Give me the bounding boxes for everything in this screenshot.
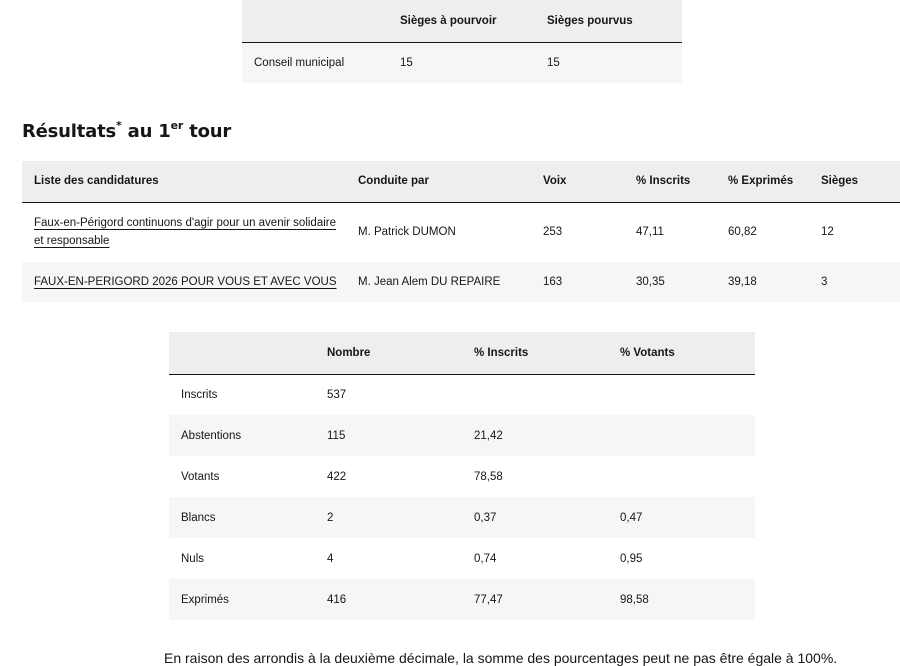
results-header-voix: Voix: [531, 161, 624, 202]
participation-label: Nuls: [181, 552, 205, 565]
list-link[interactable]: FAUX-EN-PERIGORD 2026 POUR VOUS ET AVEC VOUS: [34, 276, 337, 288]
results-title-end: tour: [183, 121, 232, 142]
results-sieges: 12: [821, 226, 834, 239]
results-title-asterisk: *: [116, 119, 122, 132]
participation-nombre: 4: [327, 552, 334, 565]
results-header-conduite: Conduite par: [346, 161, 531, 202]
results-voix: 163: [543, 276, 563, 288]
results-cell-liste: [22, 202, 346, 262]
participation-table-header: [169, 332, 755, 374]
results-cell-liste: [22, 262, 346, 302]
seats-pourvus: 15: [547, 56, 560, 69]
results-header-exprimes: % Exprimés: [716, 161, 809, 202]
results-inscrits: 30,35: [636, 276, 665, 288]
participation-nombre: 537: [327, 388, 347, 401]
table-row: [22, 202, 900, 262]
participation-votants: [608, 415, 755, 456]
participation-votants: 98,58: [620, 593, 649, 606]
results-table-header: [22, 161, 900, 202]
results-header-liste: Liste des candidatures: [22, 161, 346, 202]
participation-header-votants: % Votants: [608, 332, 755, 374]
participation-inscrits: [462, 374, 608, 415]
results-voix: 253: [543, 226, 563, 239]
table-row: [169, 497, 755, 538]
participation-votants: [608, 456, 755, 497]
results-table: [22, 161, 900, 302]
participation-header-empty: [169, 332, 315, 374]
table-row: [22, 262, 900, 302]
results-inscrits: 47,11: [636, 226, 664, 239]
participation-label: Votants: [181, 470, 220, 483]
results-title-main: Résultats: [22, 121, 117, 142]
results-title: [22, 121, 231, 142]
participation-inscrits: 0,74: [474, 552, 497, 565]
participation-inscrits: 78,58: [474, 470, 503, 483]
participation-nombre: 416: [327, 593, 347, 606]
participation-label: Blancs: [181, 511, 216, 524]
participation-inscrits: 0,37: [474, 511, 497, 524]
results-exprimes: 39,18: [728, 276, 757, 288]
participation-votants: [608, 374, 755, 415]
participation-header-nombre: Nombre: [315, 332, 462, 374]
results-exprimes: 60,82: [728, 226, 757, 239]
participation-nombre: 422: [327, 470, 347, 483]
participation-nombre: 2: [327, 511, 334, 524]
participation-label: Inscrits: [181, 388, 218, 401]
table-row: [169, 415, 755, 456]
seats-header-a-pourvoir: Sièges à pourvoir: [388, 0, 535, 42]
table-row: [169, 374, 755, 415]
seats-table-header: [242, 0, 682, 42]
results-header-inscrits: % Inscrits: [624, 161, 716, 202]
table-row: [242, 42, 682, 83]
results-conduite: M. Jean Alem DU REPAIRE: [358, 276, 501, 288]
table-row: [169, 456, 755, 497]
seats-row-label: Conseil municipal: [254, 56, 345, 69]
results-title-sup: er: [170, 119, 184, 132]
seats-a-pourvoir: 15: [400, 56, 413, 69]
participation-inscrits: 21,42: [474, 429, 503, 442]
seats-header-empty: [242, 0, 388, 42]
seats-header-pourvus: Sièges pourvus: [535, 0, 682, 42]
participation-votants: 0,47: [620, 511, 643, 524]
participation-inscrits: 77,47: [474, 593, 503, 606]
participation-votants: 0,95: [620, 552, 643, 565]
results-title-mid: au 1: [121, 121, 171, 142]
results-sieges: 3: [821, 276, 828, 288]
participation-nombre: 115: [327, 429, 346, 442]
results-header-sieges: Sièges: [809, 161, 900, 202]
participation-label: Exprimés: [181, 593, 229, 606]
participation-table: [169, 332, 755, 620]
table-row: [169, 579, 755, 620]
table-row: [169, 538, 755, 579]
rounding-footnote: En raison des arrondis à la deuxième décimale, la somme des pourcentages peut ne pas être égale à 100%.: [164, 650, 838, 666]
list-link[interactable]: Faux-en-Périgord continuons d'agir pour un avenir solidaire et responsable: [34, 217, 337, 248]
participation-header-inscrits: % Inscrits: [462, 332, 608, 374]
seats-table: [242, 0, 682, 83]
results-conduite: M. Patrick DUMON: [358, 226, 456, 239]
participation-label: Abstentions: [181, 429, 242, 442]
